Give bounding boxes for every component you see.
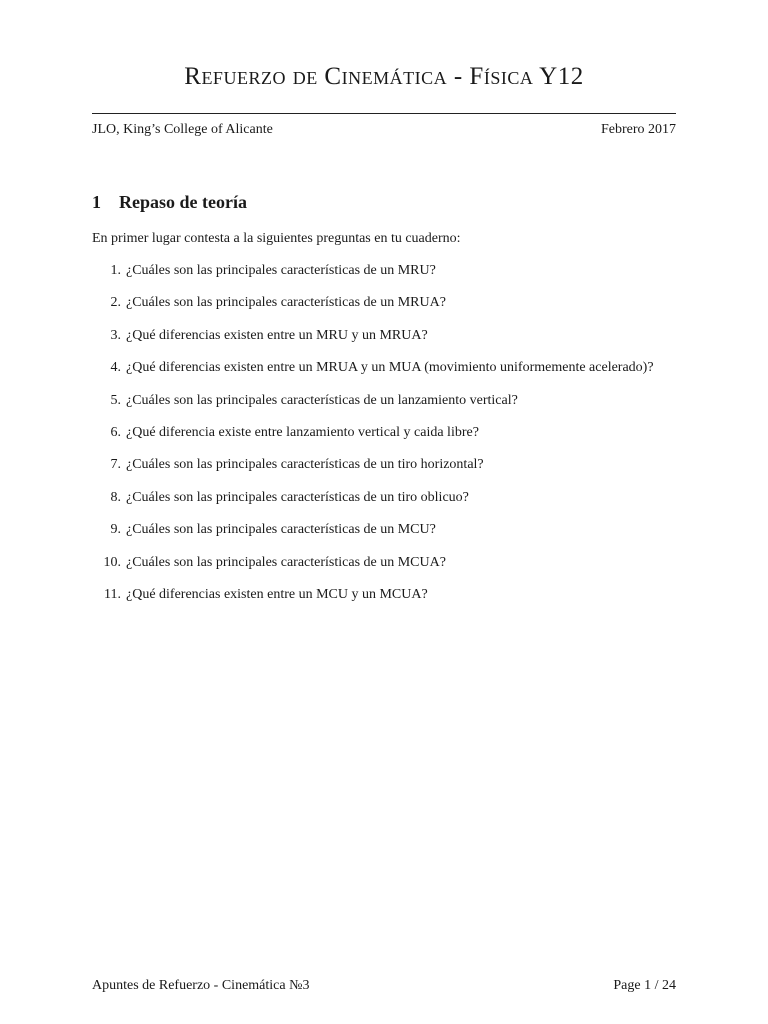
document-date: Febrero 2017 — [600, 122, 676, 137]
question-number: 11. — [104, 586, 121, 602]
question-text: ¿Cuáles son las principales características de un tiro horizontal? — [126, 457, 484, 473]
question-text: ¿Qué diferencias existen entre un MCU y un MCUA? — [126, 586, 428, 602]
question-number: 7. — [110, 457, 121, 473]
question-text: ¿Qué diferencias existen entre un MRUA y un MUA (movimiento uniformemente acelerado)? — [126, 360, 654, 376]
question-text: ¿Cuáles son las principales características de un MCUA? — [126, 554, 446, 570]
header-rule — [92, 113, 676, 114]
footer-document-name: Apuntes de Refuerzo - Cinemática №3 — [92, 978, 310, 993]
question-text: ¿Cuáles son las principales características de un MRUA? — [126, 295, 446, 311]
question-text: ¿Cuáles son las principales características de un tiro oblicuo? — [126, 489, 469, 505]
question-number: 6. — [110, 424, 121, 440]
question-item — [92, 392, 682, 424]
question-item — [92, 424, 682, 456]
question-item — [92, 456, 682, 488]
section-heading — [92, 190, 247, 214]
question-item — [92, 554, 682, 586]
question-item — [92, 294, 682, 326]
question-number: 2. — [110, 295, 121, 311]
author-line: JLO, King’s College of Alicante — [92, 122, 273, 137]
question-number: 5. — [110, 392, 121, 408]
question-text: ¿Qué diferencia existe entre lanzamiento vertical y caida libre? — [126, 424, 479, 440]
footer-page-number: Page 1 / 24 — [613, 978, 676, 993]
question-item — [92, 489, 682, 521]
question-text: ¿Qué diferencias existen entre un MRU y un MRUA? — [126, 327, 428, 343]
document-title: Refuerzo de Cinemática - Física Y12 — [184, 63, 584, 90]
question-list — [92, 262, 682, 618]
question-item — [92, 521, 682, 553]
question-item — [92, 327, 682, 359]
question-text: ¿Cuáles son las principales características de un MCU? — [126, 522, 436, 538]
question-item — [92, 359, 682, 391]
question-item — [92, 262, 682, 294]
question-number: 1. — [110, 263, 121, 278]
question-number: 3. — [110, 327, 121, 343]
question-number: 10. — [103, 554, 121, 570]
section-number: 1 — [92, 192, 101, 212]
question-number: 4. — [110, 360, 121, 376]
question-number: 9. — [110, 522, 121, 538]
section-intro: En primer lugar contesta a la siguientes preguntas en tu cuaderno: — [92, 231, 461, 246]
section-title: Repaso de teoría — [119, 192, 247, 212]
question-number: 8. — [110, 489, 121, 505]
question-text: ¿Cuáles son las principales características de un MRU? — [126, 263, 436, 278]
question-text: ¿Cuáles son las principales características de un lanzamiento vertical? — [126, 392, 518, 408]
question-item — [92, 586, 682, 618]
